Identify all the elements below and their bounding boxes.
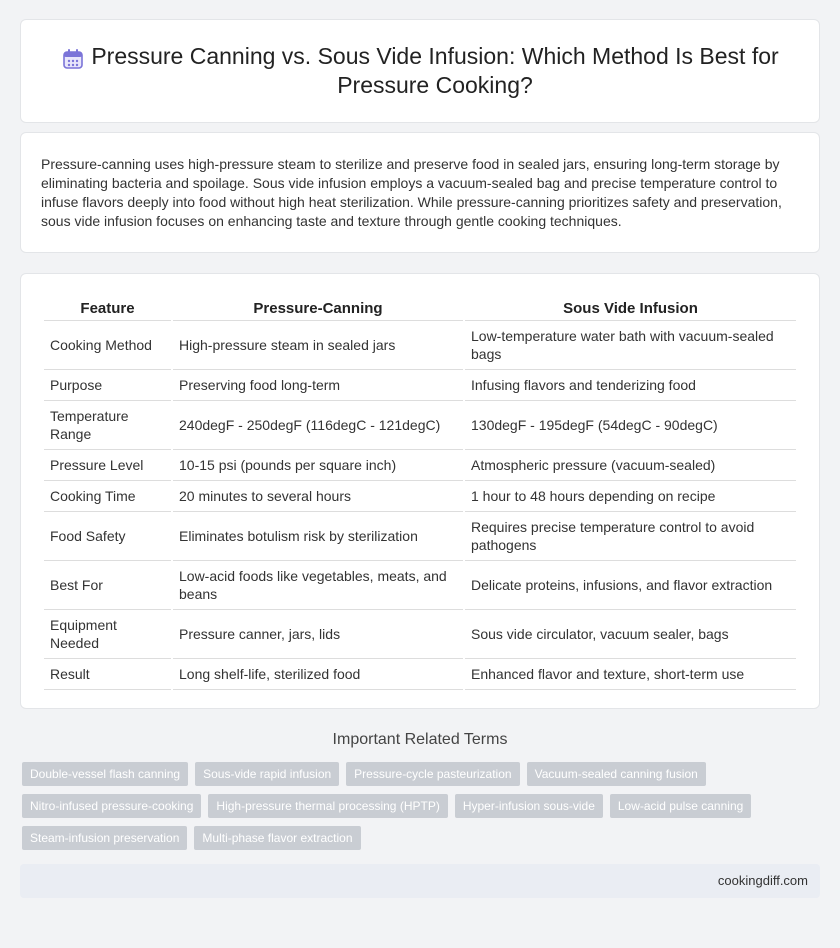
table-row bbox=[44, 512, 796, 561]
title-card bbox=[20, 19, 820, 123]
column-header: Feature bbox=[44, 296, 171, 321]
table-cell: Equipment Needed bbox=[44, 610, 171, 659]
table-row bbox=[44, 481, 796, 512]
related-term-tag[interactable]: Steam-infusion preservation bbox=[22, 826, 187, 850]
related-term-tag[interactable]: Nitro-infused pressure-cooking bbox=[22, 794, 201, 818]
related-term-tag[interactable]: Low-acid pulse canning bbox=[610, 794, 751, 818]
table-cell: Sous vide circulator, vacuum sealer, bags bbox=[465, 610, 796, 659]
table-cell: Purpose bbox=[44, 370, 171, 401]
table-cell: Best For bbox=[44, 561, 171, 610]
comparison-table bbox=[42, 296, 798, 690]
calendar-icon bbox=[62, 48, 84, 70]
site-link[interactable]: cookingdiff.com bbox=[717, 873, 808, 888]
table-cell: Low-acid foods like vegetables, meats, and beans bbox=[173, 561, 463, 610]
title-wrap bbox=[60, 42, 780, 100]
table-cell: Delicate proteins, infusions, and flavor extraction bbox=[465, 561, 796, 610]
table-cell: Preserving food long-term bbox=[173, 370, 463, 401]
table-row bbox=[44, 321, 796, 370]
table-cell: Infusing flavors and tenderizing food bbox=[465, 370, 796, 401]
footer bbox=[20, 864, 820, 898]
table-cell: Result bbox=[44, 659, 171, 690]
table-row bbox=[44, 561, 796, 610]
table-cell: Cooking Method bbox=[44, 321, 171, 370]
table-cell: Low-temperature water bath with vacuum-sealed bags bbox=[465, 321, 796, 370]
table-cell: Food Safety bbox=[44, 512, 171, 561]
table-cell: Cooking Time bbox=[44, 481, 171, 512]
related-terms-list bbox=[22, 762, 782, 850]
related-term-tag[interactable]: Sous-vide rapid infusion bbox=[195, 762, 339, 786]
related-term-tag[interactable]: Vacuum-sealed canning fusion bbox=[527, 762, 706, 786]
column-header: Sous Vide Infusion bbox=[465, 296, 796, 321]
table-cell: 240degF - 250degF (116degC - 121degC) bbox=[173, 401, 463, 450]
table-cell: Atmospheric pressure (vacuum-sealed) bbox=[465, 450, 796, 481]
table-row bbox=[44, 370, 796, 401]
table-row bbox=[44, 659, 796, 690]
table-cell: 130degF - 195degF (54degC - 90degC) bbox=[465, 401, 796, 450]
table-cell: 20 minutes to several hours bbox=[173, 481, 463, 512]
intro-text: Pressure-canning uses high-pressure steam to sterilize and preserve food in sealed jars, ensuring long-term storage by eliminating bacteria and spoilage. Sous vide infusion employs a vacuum-sealed bag and precise temperature control to infuse flavors deeply into food without high heat sterilization. While pressure-canning prioritizes safety and preservation, sous vide infusion focuses on enhancing taste and texture through gentle cooking techniques. bbox=[41, 156, 782, 229]
table-cell: Eliminates botulism risk by sterilization bbox=[173, 512, 463, 561]
related-term-tag[interactable]: Multi-phase flavor extraction bbox=[194, 826, 360, 850]
comparison-card bbox=[20, 273, 820, 709]
table-cell: High-pressure steam in sealed jars bbox=[173, 321, 463, 370]
related-term-tag[interactable]: Double-vessel flash canning bbox=[22, 762, 188, 786]
table-cell: 1 hour to 48 hours depending on recipe bbox=[465, 481, 796, 512]
page-title: Pressure Canning vs. Sous Vide Infusion: Which Method Is Best for Pressure Cooking? bbox=[91, 43, 779, 98]
table-header-row bbox=[44, 296, 796, 321]
table-cell: Temperature Range bbox=[44, 401, 171, 450]
table-cell: Enhanced flavor and texture, short-term use bbox=[465, 659, 796, 690]
intro-card bbox=[20, 132, 820, 253]
related-term-tag[interactable]: Pressure-cycle pasteurization bbox=[346, 762, 519, 786]
table-cell: Long shelf-life, sterilized food bbox=[173, 659, 463, 690]
table-cell: Pressure Level bbox=[44, 450, 171, 481]
table-cell: Pressure canner, jars, lids bbox=[173, 610, 463, 659]
table-row bbox=[44, 610, 796, 659]
related-term-tag[interactable]: High-pressure thermal processing (HPTP) bbox=[208, 794, 447, 818]
column-header: Pressure-Canning bbox=[173, 296, 463, 321]
table-cell: Requires precise temperature control to avoid pathogens bbox=[465, 512, 796, 561]
table-row bbox=[44, 401, 796, 450]
related-term-tag[interactable]: Hyper-infusion sous-vide bbox=[455, 794, 603, 818]
table-cell: 10-15 psi (pounds per square inch) bbox=[173, 450, 463, 481]
related-terms-title: Important Related Terms bbox=[332, 731, 508, 748]
table-row bbox=[44, 450, 796, 481]
